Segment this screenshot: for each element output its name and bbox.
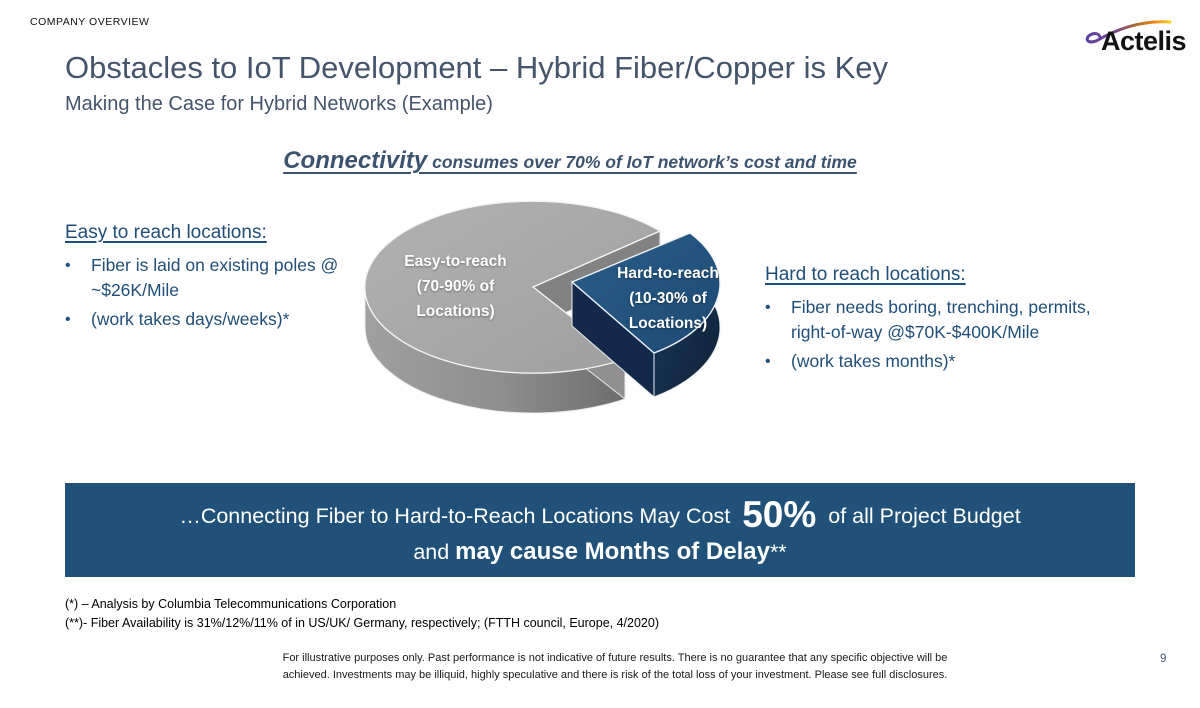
bullet-icon: •: [765, 299, 771, 316]
bullet-icon: •: [65, 257, 71, 274]
slide-subtitle: Making the Case for Hybrid Networks (Example): [65, 93, 493, 115]
disclaimer: [135, 650, 1095, 684]
easy-panel-heading: Easy to reach locations:: [65, 222, 267, 243]
hard-bullet-2: (work takes months)*: [791, 351, 956, 371]
banner-50-percent: 50%: [742, 494, 817, 535]
slide-title: Obstacles to IoT Development – Hybrid Fiber/Copper is Key: [65, 50, 889, 85]
footnotes: [65, 595, 659, 633]
pie-hard-label-line2: (10-30% of: [629, 290, 707, 307]
eyebrow-label: COMPANY OVERVIEW: [30, 16, 150, 28]
footnote-2: (**)- Fiber Availability is 31%/12%/11% of in US/UK/ Germany, respectively; (FTTH council, Europe, 4/2020): [65, 616, 659, 630]
banner-line2-bold: may cause Months of Delay: [455, 538, 770, 565]
pie-easy-label: [368, 249, 543, 324]
bullet-icon: •: [765, 353, 771, 370]
pie-easy-label-line3: Locations): [416, 303, 495, 320]
easy-to-reach-panel: [65, 222, 370, 336]
banner-line1-post: of all Project Budget: [828, 504, 1021, 528]
hard-panel-heading: Hard to reach locations:: [765, 264, 966, 285]
easy-bullet-2: (work takes days/weeks)*: [91, 309, 290, 329]
bullet-icon: •: [65, 311, 71, 328]
hard-bullet-1: Fiber needs boring, trenching, permits, right-of-way @$70K-$400K/Mile: [791, 297, 1091, 342]
pie-hard-label: [592, 261, 744, 336]
banner-line2-suffix: **: [769, 540, 787, 564]
banner-line2: [413, 538, 786, 566]
logo-wordmark: Actelis: [1100, 26, 1186, 56]
tagline: [170, 147, 970, 175]
banner-line1-pre: …Connecting Fiber to Hard-to-Reach Locations May Cost: [179, 504, 731, 528]
pie-easy-label-line1: Easy-to-reach: [404, 253, 507, 270]
pie-easy-label-line2: (70-90% of: [416, 278, 495, 295]
disclaimer-line1: For illustrative purposes only. Past performance is not indicative of future results. There is no guarantee that any specific objective will be: [282, 652, 948, 664]
list-item: [765, 349, 1125, 374]
footnote-1: (*) – Analysis by Columbia Telecommunications Corporation: [65, 597, 397, 611]
banner-line1: [179, 494, 1020, 536]
key-message-banner: [65, 483, 1135, 577]
page-number: 9: [1160, 653, 1167, 665]
tagline-lead: Connectivity: [283, 147, 428, 174]
list-item: [765, 295, 1125, 345]
list-item: [65, 253, 370, 303]
disclaimer-line2: achieved. Investments may be illiquid, highly speculative and there is risk of the total loss of your investment. Please see full disclosures.: [282, 669, 948, 681]
list-item: [65, 307, 370, 332]
hard-to-reach-panel: [765, 264, 1125, 378]
pie-hard-label-line1: Hard-to-reach: [617, 265, 719, 282]
pie-hard-label-line3: Locations): [628, 315, 708, 332]
company-logo: [1080, 16, 1190, 58]
tagline-rest: consumes over 70% of IoT network’s cost and time: [427, 152, 857, 172]
easy-bullet-1: Fiber is laid on existing poles @ ~$26K/Mile: [91, 255, 339, 300]
banner-line2-pre: and: [413, 540, 456, 564]
